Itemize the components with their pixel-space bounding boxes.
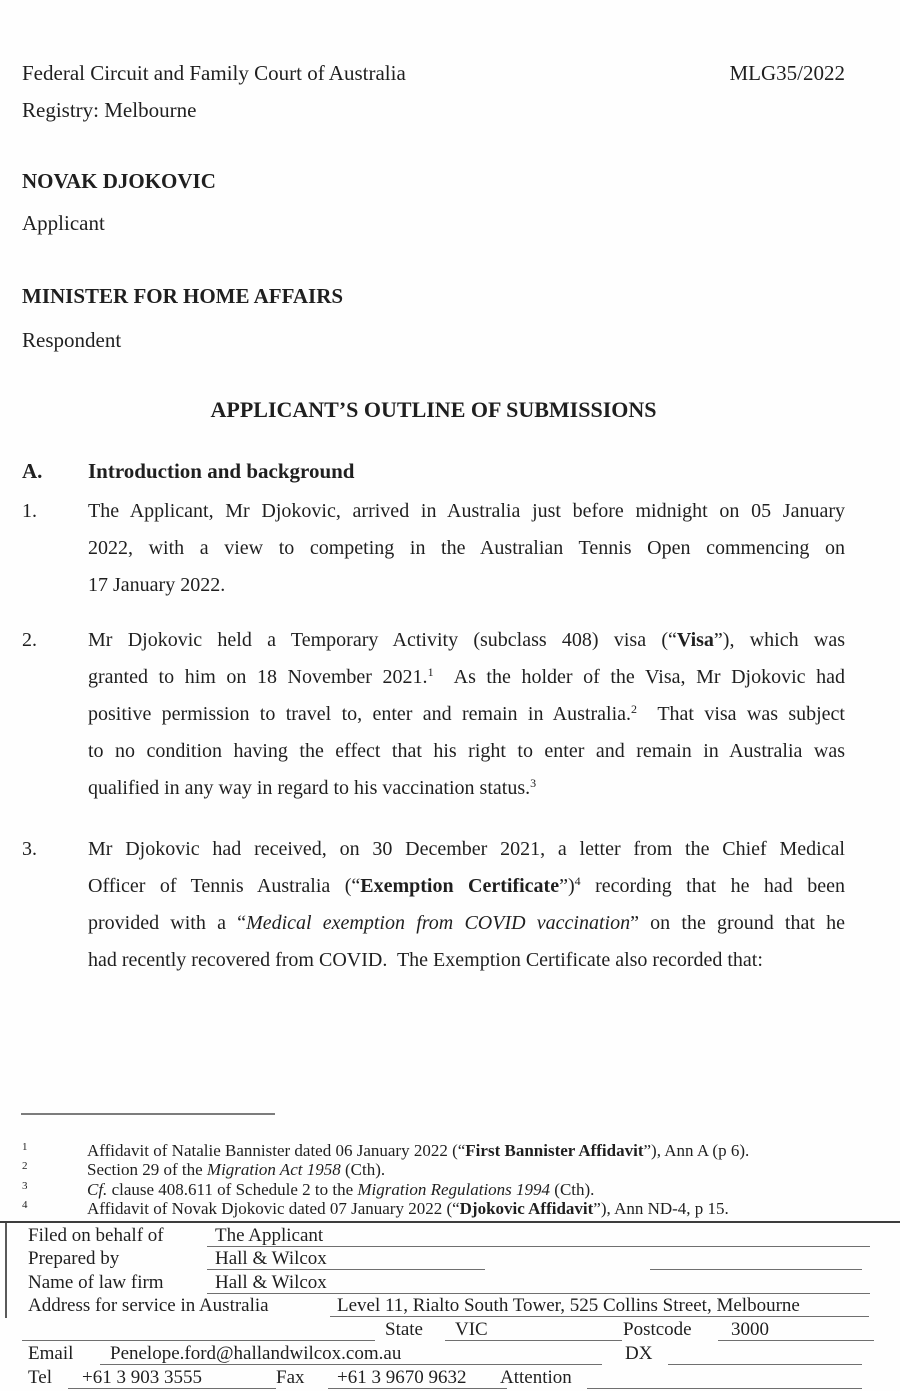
footnotes: [0, 1141, 870, 1219]
fax-value: +61 3 9670 9632: [328, 1368, 507, 1389]
text-line: to no condition having the effect that his right to enter and remain in Australia was: [88, 740, 845, 762]
paragraph-number: 2.: [22, 629, 37, 651]
applicant-role: Applicant: [22, 211, 105, 235]
footnote-text: Affidavit of Natalie Bannister dated 06 January 2022 (“First Bannister Affidavit”), Ann A (p 6).: [87, 1141, 750, 1160]
email-value: Penelope.ford@hallandwilcox.com.au: [100, 1344, 602, 1365]
footnote-text: Affidavit of Novak Djokovic dated 07 January 2022 (“Djokovic Affidavit”), Ann ND-4, p 15.: [87, 1199, 729, 1219]
filing-row-filed: [0, 1226, 900, 1246]
respondent-role: Respondent: [22, 328, 122, 352]
footnote-4: [0, 1199, 870, 1218]
dx-field: [668, 1344, 862, 1365]
law-firm-value: Hall & Wilcox: [207, 1273, 870, 1294]
prepared-by-value: Hall & Wilcox: [207, 1249, 485, 1270]
tel-value: +61 3 903 3555: [68, 1368, 276, 1389]
text-line: Officer of Tennis Australia (“Exemption Certificate”)$^4$ recording that he had been: [88, 874, 845, 897]
filed-on-behalf-label: Filed on behalf of: [28, 1225, 164, 1246]
section-heading: [22, 458, 845, 485]
footnote-marker: 3: [22, 1179, 28, 1192]
document-title: APPLICANT’S OUTLINE OF SUBMISSIONS: [210, 397, 657, 422]
prepared-by-extra-field: [650, 1249, 862, 1270]
filing-row-firm: [0, 1273, 900, 1293]
paragraph-number: 1.: [22, 500, 37, 522]
text-line: had recently recovered from COVID. The Exemption Certificate also recorded that:: [88, 949, 763, 971]
text-line: 17 January 2022.: [88, 574, 226, 596]
section-label: A.: [22, 459, 43, 483]
filed-on-behalf-value: The Applicant: [207, 1226, 870, 1247]
case-number: MLG35/2022: [729, 61, 845, 85]
footnote-1: [0, 1141, 870, 1160]
postcode-label: Postcode: [623, 1319, 692, 1340]
address-extra-field: [22, 1320, 375, 1341]
paragraph-number: 3.: [22, 838, 37, 860]
court-header-row: [22, 60, 845, 87]
court-name: Federal Circuit and Family Court of Australia: [22, 61, 406, 85]
footnote-marker: 2: [22, 1160, 28, 1173]
filing-row-prepared: [0, 1249, 900, 1269]
footnote-text: Section 29 of the Migration Act 1958 (Cth).: [87, 1160, 386, 1180]
state-label: State: [385, 1319, 423, 1340]
paragraph-text: [88, 831, 845, 979]
address-label: Address for service in Australia: [28, 1295, 269, 1316]
paragraph-text: [88, 622, 845, 807]
dx-label: DX: [625, 1343, 653, 1364]
footnote-marker: 1: [22, 1141, 28, 1153]
footnote-2: [0, 1160, 870, 1179]
law-firm-label: Name of law firm: [28, 1272, 164, 1293]
email-label: Email: [28, 1343, 74, 1364]
text-line: Mr Djokovic had received, on 30 December 2021, a letter from the Chief Medical: [88, 838, 845, 860]
text-line: positive permission to travel to, enter and remain in Australia.$^2$ That visa was subject: [88, 702, 845, 725]
text-line: granted to him on 18 November 2021.$^1$ As the holder of the Visa, Mr Djokovic had: [88, 665, 845, 688]
filing-row-email: [0, 1344, 900, 1364]
filing-row-tel: [0, 1368, 900, 1388]
attention-field: [587, 1368, 862, 1389]
section-title: Introduction and background: [88, 459, 355, 483]
footnote-marker: 4: [22, 1199, 28, 1212]
registry-line: Registry: Melbourne: [22, 98, 197, 122]
applicant-name: NOVAK DJOKOVIC: [22, 169, 216, 193]
footnote-3: [0, 1180, 870, 1199]
state-value: VIC: [445, 1320, 622, 1341]
footnote-separator: [21, 1113, 275, 1115]
text-line: qualified in any way in regard to his vaccination status.$^3$: [88, 776, 537, 799]
text-line: The Applicant, Mr Djokovic, arrived in Australia just before midnight on 05 January: [88, 500, 845, 522]
address-value: Level 11, Rialto South Tower, 525 Collins Street, Melbourne: [330, 1296, 869, 1317]
respondent-name: MINISTER FOR HOME AFFAIRS: [22, 284, 344, 308]
postcode-value: 3000: [718, 1320, 874, 1341]
text-line: provided with a “Medical exemption from COVID vaccination” on the ground that he: [88, 912, 845, 934]
text-line: 2022, with a view to competing in the Australian Tennis Open commencing on: [88, 537, 845, 559]
filing-row-state: [0, 1320, 900, 1340]
filing-table: [0, 1221, 900, 1391]
paragraph-text: [88, 493, 845, 604]
prepared-by-label: Prepared by: [28, 1248, 120, 1269]
attention-label: Attention: [500, 1367, 572, 1388]
filing-row-address: [0, 1296, 900, 1316]
fax-label: Fax: [276, 1367, 305, 1388]
text-line: Mr Djokovic held a Temporary Activity (subclass 408) visa (“Visa”), which was: [88, 629, 845, 651]
tel-label: Tel: [28, 1367, 52, 1388]
footnote-text: Cf. clause 408.611 of Schedule 2 to the Migration Regulations 1994 (Cth).: [87, 1179, 595, 1199]
